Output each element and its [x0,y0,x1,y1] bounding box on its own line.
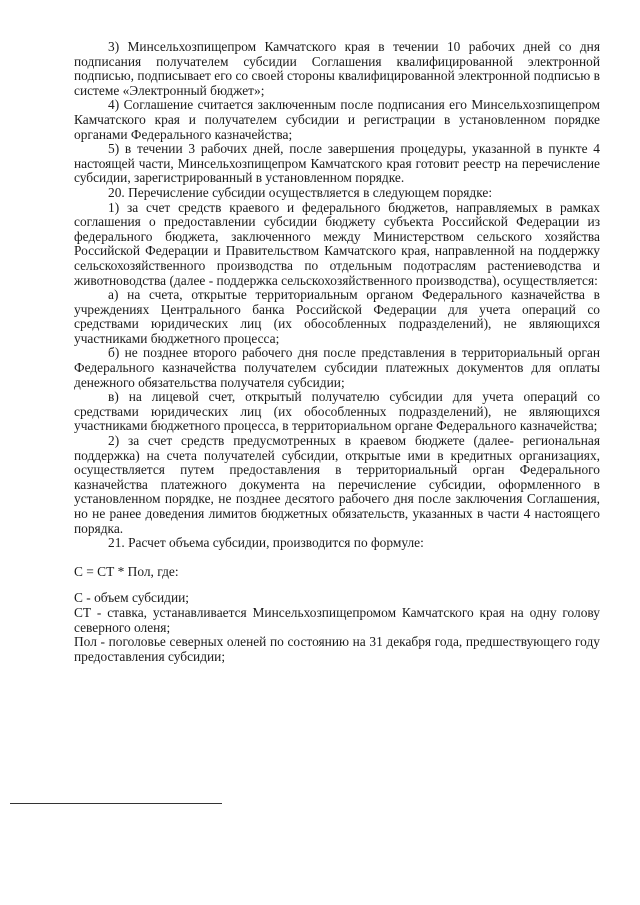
section-20-heading: 20. Перечисление субсидии осуществляется в следующем порядке: [108,184,493,200]
section-21-heading: 21. Расчет объема субсидии, производится по формуле: [108,535,424,551]
paragraph-20-1: 1) за счет средств краевого и федерального бюджетов, направляемых в рамках соглашения о предоставлении субсидии бюджету субъекта Российской Федерации из федерального бюджета, заключенного между Министерством сельского хозяйства Российской Федерации и Правительством Камчатского края, направленной на поддержку сельскохозяйственного производства по отдельным подотраслям растениеводства и животноводства (далее - поддержка сельскохозяйственного производства), осуществляется: [74,199,600,288]
footnote-divider [10,803,222,804]
paragraph-20-2: 2) за счет средств предусмотренных в краевом бюджете (далее- региональная поддержка) на счета получателей субсидии, открытые ими в кредитных организациях, осуществляется путем предоставления в территориальный орган Федерального казначейства платежного документа на перечисление субсидии, оформленного в установленном порядке, не позднее десятого рабочего дня после заключения Соглашения, но не ранее доведения лимитов бюджетных обязательств, указанных в части 4 настоящего порядка. [74,433,600,536]
paragraph-item-4: 4) Соглашение считается заключенным после подписания его Минсельхозпищепром Камчатского края и получателем субсидии и регистрации в установленном порядке органами Федерального казначейства; [74,97,600,142]
definition-c: С - объем субсидии; [74,590,190,606]
paragraph-20-1-a: а) на счета, открытые территориальным органом Федерального казначейства в учреждениях Центрального банка Российской Федерации для учета операций со средствами юридических лиц (их обособленных подразделений), не являющихся участниками бюджетного процесса; [74,287,600,346]
paragraph-item-5: 5) в течении 3 рабочих дней, после завершения процедуры, указанной в пункте 4 настоящей части, Минсельхозпищепром Камчатского края готовит реестр на перечисление субсидии, зарегистрированный в установленном порядке. [74,141,600,186]
paragraph-20-1-b: б) не позднее второго рабочего дня после представления в территориальный орган Федерального казначейства получателем субсидии платежных документов для оплаты денежного обязательства получателя субсидии; [74,345,600,390]
subsidy-formula: С = СТ * Пол, где: [74,563,179,579]
paragraph-item-3: 3) Минсельхозпищепром Камчатского края в течении 10 рабочих дней со дня подписания получателем субсидии Соглашения квалифицированной электронной подписью, подписывает его со своей стороны квалифицированной электронной подписью в системе «Электронный бюджет»; [74,39,600,98]
paragraph-20-1-v: в) на лицевой счет, открытый получателю субсидии для учета операций со средствами юридических лиц (их обособленных подразделений), не являющихся участниками бюджетного процесса, в территориальном органе Федерального казначейства; [74,389,600,434]
definition-st: СТ - ставка, устанавливается Минсельхозпищепромом Камчатского края на одну голову северного оленя; [74,604,600,635]
definition-pol: Пол - поголовье северных оленей по состоянию на 31 декабря года, предшествующего году предоставления субсидии; [74,634,600,664]
